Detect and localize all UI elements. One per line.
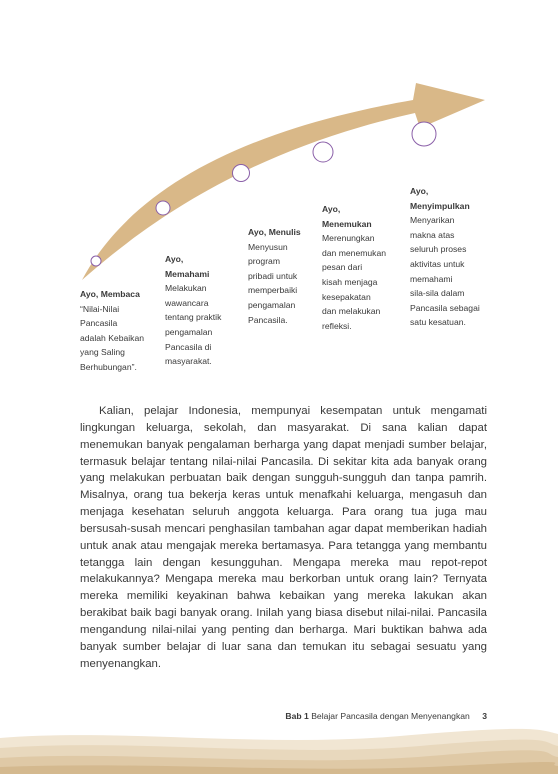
step-description: Menyusun program pribadi untuk memperbaiki pengamalan Pancasila.	[248, 241, 298, 325]
step-title: Ayo, Menyimpulkan	[410, 186, 470, 211]
step-title: Ayo, Membaca	[80, 289, 140, 299]
step-menemukan	[322, 202, 400, 333]
step-marker-4	[313, 142, 333, 162]
step-description: “Nilai-Nilai Pancasila adalah Kebaikan yang Saling Berhubungan”.	[80, 303, 145, 372]
footer-chapter: Bab 1	[285, 711, 309, 721]
step-title: Ayo, Menulis	[248, 227, 301, 237]
step-memahami	[165, 252, 239, 369]
step-description: Merenungkan dan menemukan pesan dari kisah menjaga kesepakatan dan melakukan refleksi.	[322, 233, 387, 331]
step-description: Menyarikan makna atas seluruh proses aktivitas untuk memahami sila-sila dalam Pancasila sebagai satu kesatuan.	[410, 215, 480, 328]
step-marker-2	[156, 201, 170, 215]
page-number: 3	[482, 711, 487, 721]
step-title: Ayo, Memahami	[165, 254, 210, 279]
footer-title: Belajar Pancasila dengan Menyenangkan	[311, 711, 470, 721]
step-marker-1	[91, 256, 101, 266]
decorative-waves	[0, 724, 558, 774]
body-paragraph-block	[80, 403, 487, 673]
step-menulis	[248, 225, 314, 327]
body-paragraph: Kalian, pelajar Indonesia, mempunyai kesempatan untuk mengamati lingkungan keluarga, sekolah, dan masyarakat. Di sana kalian dapat menemukan banyak pengalaman berharga yang dapat menjadi sumber belajar, termasuk belajar tentang nilai-nilai Pancasila. Di sekitar kita ada banyak orang yang melakukan perbuatan baik dengan sungguh-sungguh dan tanpa pamrih. Misalnya, orang tua bekerja keras untuk menafkahi keluarga, mengasuh dan menjaga kesehatan seluruh anggota keluarga. Para orang tua juga mau bersusah-susah mencari penghasilan tambahan agar dapat memberikan hadiah untuk anak atau mengajak mereka bertamasya. Para tetangga yang membantu tetangga lain dengan kesungguhan. Mengapa mereka mau repot-repot melakukannya? Mengapa mereka mau berkorban untuk orang lain? Ternyata mereka memiliki keyakinan bahwa kebaikan yang mereka lakukan akan berakibat baik bagi banyak orang. Inilah yang biasa disebut nilai-nilai. Pancasila mengandung nilai-nilai yang penting dan berharga. Mari buktikan bahwa ada banyak sumber belajar di luar sana dan temukan itu sebagai sesuatu yang menyenangkan.	[80, 405, 487, 670]
page-footer	[285, 711, 487, 721]
step-marker-3	[233, 165, 250, 182]
step-marker-5	[412, 122, 436, 146]
step-membaca	[80, 287, 158, 375]
step-description: Melakukan wawancara tentang praktik pengamalan Pancasila di masyarakat.	[165, 283, 222, 367]
step-menyimpulkan	[410, 184, 490, 330]
step-title: Ayo, Menemukan	[322, 204, 372, 229]
